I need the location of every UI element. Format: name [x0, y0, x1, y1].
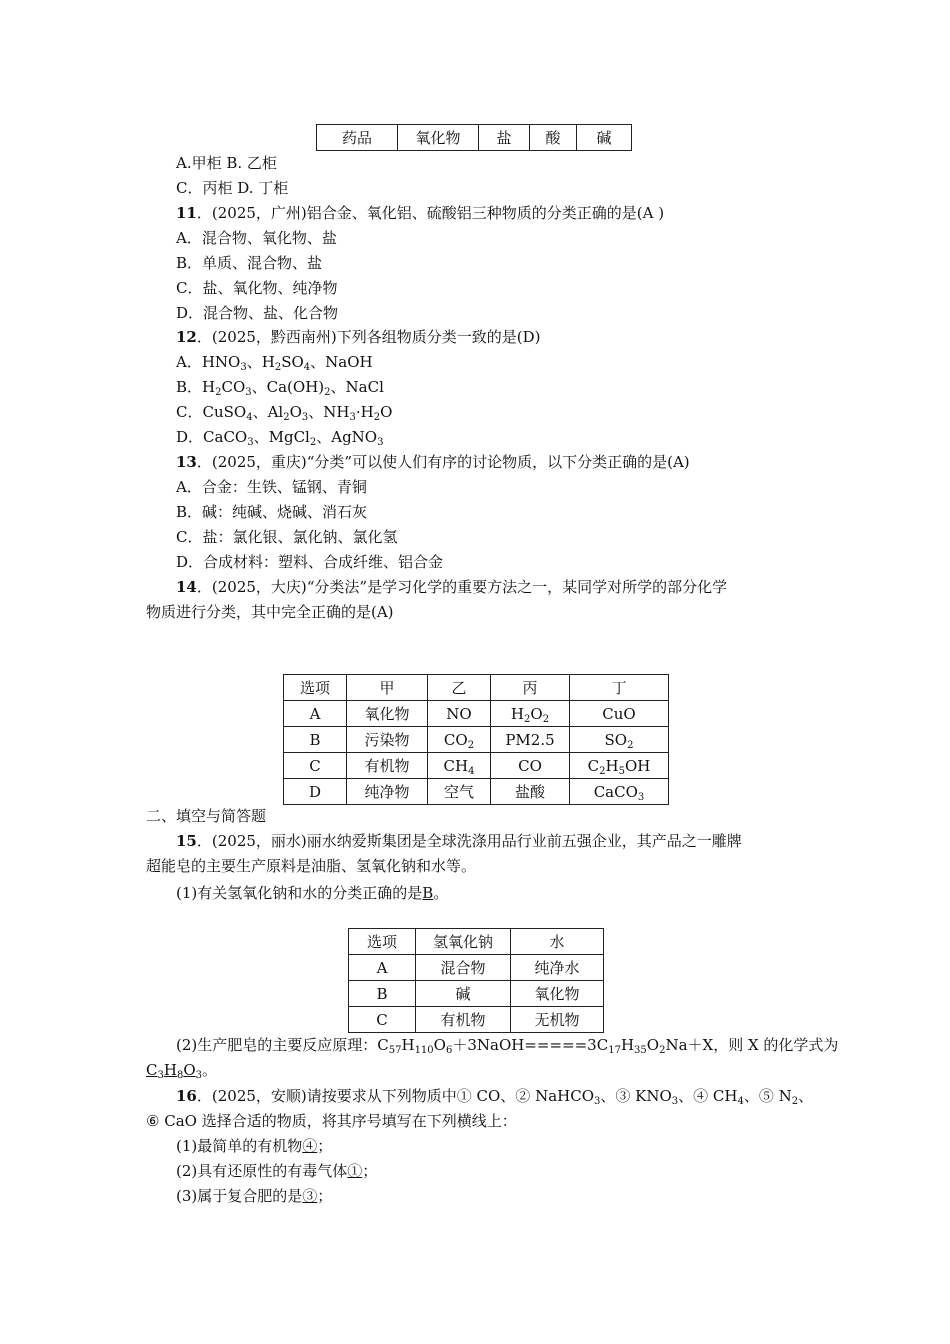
q11-option: D．混合物、盐、化合物	[176, 304, 339, 322]
table-header-cell: 选项	[284, 675, 347, 701]
q15-sub1: (1)有关氢氧化钠和水的分类正确的是B。	[176, 884, 449, 902]
table-row: A 混合物 纯净水	[349, 955, 604, 981]
table-row: C 有机物 无机物	[349, 1007, 604, 1033]
q16-sub: (3)属于复合肥的是③；	[176, 1187, 333, 1205]
q12-option-c: C．CuSO$_4$、$Al_2O_3$、$NH_3\cdot H_2O$	[176, 403, 393, 423]
answer: ③	[302, 1187, 318, 1205]
q11-option: B．单质、混合物、盐	[176, 254, 323, 272]
table-header-cell: 丙	[491, 675, 570, 701]
q10-option: C．丙柜 D. 丁柜	[176, 179, 289, 197]
question-text: ．(2025，大庆)“分类法”是学习化学的重要方法之一，某同学对所学的部分化学	[196, 578, 728, 596]
question-number: 11	[176, 204, 197, 222]
q10-table	[316, 124, 632, 151]
q13-option: D．合成材料：塑料、合成纤维、铝合金	[176, 553, 444, 571]
q16-sub: (1)最简单的有机物④；	[176, 1137, 333, 1155]
q15-sub2-answer-line: $C_3H_8O_3$。	[146, 1061, 218, 1081]
table-header-cell: 氢氧化钠	[416, 929, 511, 955]
q13-option: A．合金：生铁、锰钢、青铜	[176, 478, 367, 496]
answer: B	[422, 884, 434, 902]
q12-option-a: A．$HNO_3$、$H_2SO_4$、NaOH	[176, 353, 373, 373]
answer: ①	[347, 1162, 363, 1180]
question-text: ．(2025，重庆)“分类”可以使人们有序的讨论物质，以下分类正确的是(A)	[196, 453, 690, 471]
q15-stem-cont: 超能皂的主要生产原料是油脂、氢氧化钠和水等。	[146, 857, 477, 875]
question-text: ．(2025，广州)铝合金、氧化铝、硫酸铝三种物质的分类正确的是(A )	[196, 204, 665, 222]
table-header-cell: 水	[511, 929, 604, 955]
q16-stem: 16．(2025，安顺)请按要求从下列物质中① CO、② NaHCO$_3$、③ $KNO_3$、④ $CH_4$、⑤ $N_2$、	[176, 1087, 814, 1107]
question-text: ．(2025，丽水)丽水纳爱斯集团是全球洗涤用品行业前五强企业，其产品之一雕牌	[196, 832, 742, 850]
q11-stem	[176, 203, 664, 223]
q10-cell: 碱	[577, 125, 632, 151]
q12-option-d: D．CaCO$_3$、MgCl$_2$、AgNO$_3$	[176, 428, 384, 448]
table-row: C 有机物 $CH_4$ CO $C_2H_5OH$	[284, 753, 669, 779]
q10-option: A.甲柜 B. 乙柜	[176, 154, 277, 172]
table-row: A 氧化物 NO $H_2O_2$ CuO	[284, 701, 669, 727]
q16-sub: (2)具有还原性的有毒气体①；	[176, 1162, 378, 1180]
q13-option: C．盐：氯化银、氯化钠、氯化氢	[176, 528, 398, 546]
question-number: 16	[176, 1087, 197, 1105]
question-number: 15	[176, 832, 197, 850]
table-header-cell: 选项	[349, 929, 416, 955]
q14-table	[283, 674, 669, 805]
q12-option-b: B．$H_2CO_3$、$Ca(OH)_2$、NaCl	[176, 378, 384, 398]
q13-stem	[176, 452, 690, 472]
q14-stem-cont: 物质进行分类，其中完全正确的是(A)	[146, 603, 394, 621]
q16-stem-cont: ⑥ CaO 选择合适的物质，将其序号填写在下列横线上：	[146, 1112, 517, 1130]
q10-cell: 盐	[479, 125, 530, 151]
question-number: 13	[176, 453, 197, 471]
q14-stem	[176, 577, 727, 597]
q15-stem	[176, 831, 742, 851]
section-heading: 二、填空与简答题	[146, 807, 267, 825]
question-text: ．(2025，黔西南州)下列各组物质分类一致的是(D)	[196, 328, 541, 346]
q10-cell: 酸	[530, 125, 577, 151]
table-row: B 碱 氧化物	[349, 981, 604, 1007]
table-header-cell: 甲	[347, 675, 428, 701]
q10-cell: 氧化物	[398, 125, 479, 151]
q12-stem	[176, 327, 541, 347]
q13-option: B．碱：纯碱、烧碱、消石灰	[176, 503, 368, 521]
question-number: 14	[176, 578, 197, 596]
q10-cell: 药品	[317, 125, 398, 151]
table-header-cell: 乙	[428, 675, 491, 701]
q15-table	[348, 928, 604, 1033]
q11-option: A．混合物、氧化物、盐	[176, 229, 337, 247]
answer: $C_3H_8O_3$	[146, 1061, 203, 1081]
question-number: 12	[176, 328, 197, 346]
table-row: B 污染物 $CO_2$ PM2.5 $SO_2$	[284, 727, 669, 753]
table-row: D 纯净物 空气 盐酸 CaCO$_3$	[284, 779, 669, 805]
q15-sub2: (2)生产肥皂的主要反应原理：$C_{57}H_{110}O_6+3NaOH=====3C_{17}H_{35}O_2Na+X$，则 X 的化学式为	[176, 1036, 839, 1056]
q11-option: C．盐、氧化物、纯净物	[176, 279, 338, 297]
answer: ④	[302, 1137, 318, 1155]
table-header-cell: 丁	[570, 675, 669, 701]
